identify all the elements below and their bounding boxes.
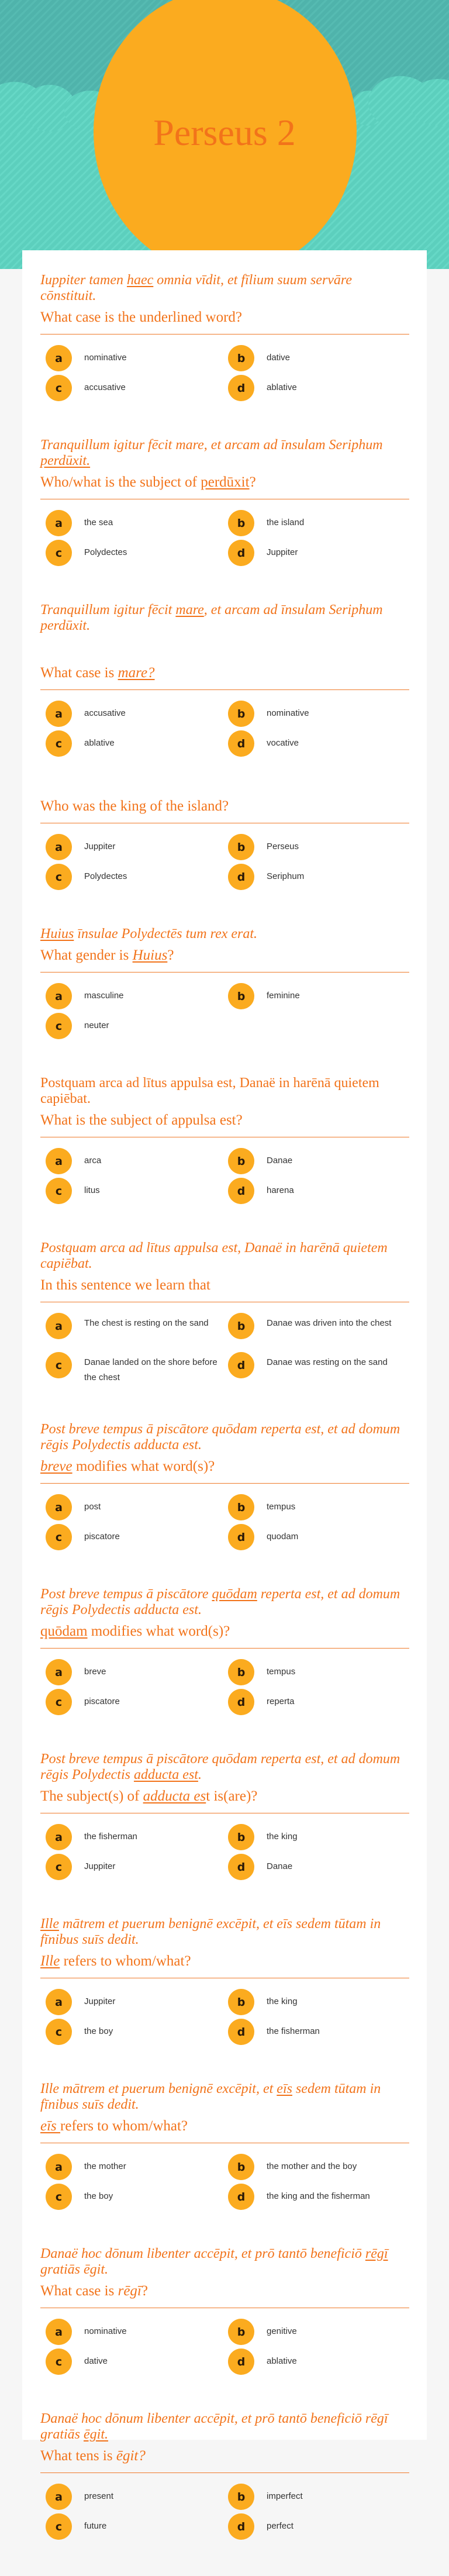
answer-option-label: The chest is resting on the sand (84, 1318, 209, 1328)
question-text (40, 1458, 409, 1475)
question-text (40, 1112, 409, 1129)
latin-sentence (40, 2411, 409, 2443)
underlined-word: quōdam (212, 1587, 257, 1602)
latin-sentence (40, 1587, 409, 1618)
answer-option-label: Juppiter (84, 1996, 116, 2006)
option-letter-badge: d (228, 1352, 254, 1378)
latin-sentence (40, 1075, 409, 1107)
text-segment: What case is the underlined word? (40, 309, 243, 325)
latin-sentence (40, 926, 409, 942)
answer-option-b[interactable] (223, 1824, 410, 1850)
text-segment: Tranquillum igitur fēcit (40, 602, 176, 618)
option-letter-badge: b (228, 510, 254, 536)
option-letter-badge: a (46, 345, 72, 371)
text-segment: rēgī (118, 2283, 141, 2299)
answer-option-b[interactable] (223, 1989, 410, 2015)
answer-option-d[interactable] (223, 730, 410, 757)
header-banner (0, 0, 449, 269)
option-letter-badge: c (46, 375, 72, 401)
answer-option-label: future (84, 2521, 107, 2531)
page-title: Perseus 2 (153, 112, 296, 153)
option-letter-badge: c (46, 540, 72, 566)
answer-option-a[interactable] (40, 510, 223, 536)
answer-option-label: the mother (84, 2161, 126, 2171)
answer-option-label: nominative (84, 2326, 127, 2336)
text-segment: Postquam arca ad lītus appulsa est, Danaë in harēnā quietem capiēbat. (40, 1075, 379, 1106)
answer-option-a[interactable] (40, 1989, 223, 2015)
answer-option-a[interactable] (40, 1659, 223, 1685)
question-text (40, 309, 409, 326)
answer-option-b[interactable] (223, 1494, 410, 1520)
option-letter-badge: d (228, 375, 254, 401)
option-letter-badge: c (46, 1178, 72, 1204)
underlined-word: mare (175, 602, 204, 618)
question-text (40, 798, 409, 815)
answer-option-c[interactable] (40, 540, 223, 566)
answer-option-label: Danae was driven into the chest (267, 1318, 392, 1328)
answer-option-label: Polydectes (84, 547, 127, 557)
answer-option-label: ablative (267, 2356, 297, 2366)
answer-option-d[interactable] (223, 2513, 410, 2540)
answer-option-c[interactable] (40, 2019, 223, 2045)
quiz-card (22, 250, 427, 2533)
question-block (40, 798, 409, 926)
option-letter-badge: d (228, 1524, 254, 1550)
text-segment: Danaë hoc dōnum libenter accēpit, et prō tantō beneficiō (40, 2246, 365, 2261)
latin-sentence (40, 2246, 409, 2278)
text-segment: Ille mātrem et puerum benignē excēpit, et (40, 2081, 277, 2096)
answer-option-label: the sea (84, 518, 113, 527)
answer-option-d[interactable] (223, 864, 410, 890)
answer-option-d[interactable] (223, 1178, 410, 1204)
answer-options (40, 1313, 409, 1385)
option-letter-badge: b (228, 701, 254, 727)
underlined-word: Ille (40, 1916, 59, 1932)
option-letter-badge: a (46, 1494, 72, 1520)
text-segment: mātrem et puerum benignē excēpit, et eīs sedem tūtam in fīnibus suīs dedit. (40, 1916, 381, 1947)
text-segment: ? (167, 947, 174, 963)
answer-option-c[interactable] (40, 375, 223, 401)
option-letter-badge: c (46, 1689, 72, 1715)
question-block (40, 926, 409, 1075)
option-letter-badge: a (46, 701, 72, 727)
latin-sentence (40, 1240, 409, 1272)
answer-option-label: Danae landed on the shore before the chest (84, 1357, 217, 1382)
question-block (40, 1422, 409, 1587)
question-block (40, 2411, 409, 2576)
text-segment: refers to whom/what? (60, 2118, 188, 2134)
answer-options (40, 1659, 409, 1715)
underlined-word: Ille (40, 1953, 60, 1969)
answer-options (40, 2484, 409, 2540)
answer-option-label: the boy (84, 2191, 113, 2201)
underlined-word: perdūxit. (40, 453, 91, 468)
question-block (40, 1587, 409, 1751)
option-letter-badge: b (228, 1989, 254, 2015)
answer-option-b[interactable] (223, 834, 410, 860)
option-letter-badge: b (228, 1494, 254, 1520)
answer-options (40, 510, 409, 566)
text-segment: sedem tūtam in fīnibus suīs dedit. (40, 2081, 381, 2112)
option-letter-badge: c (46, 730, 72, 757)
answer-option-a[interactable] (40, 701, 223, 727)
answer-option-b[interactable] (223, 2154, 410, 2180)
text-segment: ? (249, 474, 256, 490)
answer-option-label: tempus (267, 1667, 296, 1677)
answer-options (40, 345, 409, 401)
answer-option-label: accusative (84, 382, 126, 392)
divider (40, 1648, 409, 1649)
answer-option-a[interactable] (40, 345, 223, 371)
option-letter-badge: b (228, 1148, 254, 1174)
answer-option-c[interactable] (40, 1178, 223, 1204)
answer-option-label: the island (267, 518, 305, 527)
divider (40, 689, 409, 690)
option-letter-badge: c (46, 1854, 72, 1880)
answer-option-label: the fisherman (267, 2026, 320, 2036)
latin-sentence (40, 437, 409, 469)
option-letter-badge: b (228, 2484, 254, 2510)
option-letter-badge: c (46, 864, 72, 890)
answer-option-c[interactable] (40, 2184, 223, 2210)
answer-option-a[interactable] (40, 983, 223, 1009)
underlined-word: Huius (132, 947, 168, 963)
question-text (40, 1788, 409, 1805)
text-segment: What gender is (40, 947, 133, 963)
option-letter-badge: c (46, 1524, 72, 1550)
answer-option-label: litus (84, 1185, 100, 1195)
underlined-word: perdūxit (201, 474, 250, 490)
answer-option-label: Danae (267, 1861, 293, 1871)
answer-option-a[interactable] (40, 1824, 223, 1850)
option-letter-badge: d (228, 1689, 254, 1715)
answer-option-b[interactable] (223, 701, 410, 727)
underlined-word: adducta est (133, 1767, 198, 1782)
text-segment: reperta est, et ad domum rēgis Polydectis adducta est. (40, 1587, 400, 1618)
answer-option-d[interactable] (223, 1352, 410, 1385)
text-segment: Post breve tempus ā piscātore (40, 1587, 212, 1602)
question-text (40, 2447, 409, 2465)
question-text (40, 1953, 409, 1970)
spacer (40, 634, 409, 660)
underlined-word: quōdam (40, 1623, 88, 1639)
answer-option-label: tempus (267, 1502, 296, 1512)
answer-option-c[interactable] (40, 1689, 223, 1715)
option-letter-badge: d (228, 540, 254, 566)
option-letter-badge: b (228, 2319, 254, 2345)
latin-sentence (40, 602, 409, 634)
answer-option-a[interactable] (40, 2154, 223, 2180)
option-letter-badge: d (228, 2019, 254, 2045)
latin-sentence (40, 1916, 409, 1948)
question-text (40, 474, 409, 491)
answer-option-d[interactable] (223, 375, 410, 401)
answer-option-label: the mother and the boy (267, 2161, 357, 2171)
answer-option-label: Danae (267, 1156, 293, 1165)
question-text (40, 1277, 409, 1294)
answer-options (40, 1824, 409, 1880)
question-block (40, 2246, 409, 2411)
option-letter-badge: c (46, 1013, 72, 1039)
text-segment: refers to whom/what? (60, 1953, 191, 1969)
divider (40, 972, 409, 973)
question-text (40, 1623, 409, 1640)
answer-option-label: dative (267, 353, 291, 363)
answer-options (40, 1494, 409, 1550)
underlined-word: mare? (118, 665, 155, 681)
answer-option-label: Danae was resting on the sand (267, 1357, 388, 1367)
answer-option-b[interactable] (223, 510, 410, 536)
answer-option-b[interactable] (223, 1659, 410, 1685)
option-letter-badge: d (228, 1854, 254, 1880)
answer-option-label: nominative (84, 353, 127, 363)
underlined-word: ēgit. (84, 2427, 109, 2442)
question-block (40, 437, 409, 602)
text-segment: The subject(s) of (40, 1788, 143, 1804)
answer-option-a[interactable] (40, 1494, 223, 1520)
text-segment: īnsulae Polydectēs tum rex erat. (74, 926, 258, 942)
answer-option-a[interactable] (40, 2319, 223, 2345)
underlined-word: Huius (40, 926, 74, 942)
answer-options (40, 701, 409, 757)
latin-sentence (40, 2081, 409, 2113)
underlined-word: eīs (40, 2118, 61, 2134)
divider (40, 1483, 409, 1484)
answer-option-label: Juppiter (267, 547, 298, 557)
option-letter-badge: a (46, 2319, 72, 2345)
answer-option-label: neuter (84, 1020, 109, 1030)
answer-option-d[interactable] (223, 540, 410, 566)
answer-option-label: feminine (267, 991, 300, 1001)
answer-option-a[interactable] (40, 1148, 223, 1174)
question-text (40, 947, 409, 964)
answer-option-label: breve (84, 1667, 106, 1677)
text-segment: Who was the king of the island? (40, 798, 229, 814)
answer-option-label: dative (84, 2356, 108, 2366)
answer-option-label: the king (267, 1996, 298, 2006)
underlined-word: breve (40, 1458, 72, 1474)
text-segment: What case is (40, 665, 118, 681)
answer-option-label: the king (267, 1832, 298, 1842)
option-letter-badge: d (228, 2184, 254, 2210)
answer-option-d[interactable] (223, 1689, 410, 1715)
answer-option-label: post (84, 1502, 101, 1512)
answer-option-label: the boy (84, 2026, 113, 2036)
answer-option-c[interactable] (40, 2349, 223, 2375)
answer-option-label: imperfect (267, 2491, 303, 2501)
answer-option-c[interactable] (40, 1854, 223, 1880)
answer-option-label: vocative (267, 738, 299, 748)
answer-option-b[interactable] (223, 2319, 410, 2345)
underlined-word: rēgī (365, 2246, 388, 2261)
answer-option-c[interactable] (40, 730, 223, 757)
option-letter-badge: d (228, 2349, 254, 2375)
text-segment: gratiās ēgit. (40, 2262, 109, 2277)
option-letter-badge: c (46, 2349, 72, 2375)
answer-option-a[interactable] (40, 834, 223, 860)
option-letter-badge: a (46, 2154, 72, 2180)
answer-option-label: ablative (267, 382, 297, 392)
latin-sentence (40, 273, 409, 304)
text-segment: Danaë hoc dōnum libenter accēpit, et prō tantō beneficiō rēgī gratiās (40, 2411, 388, 2442)
question-block (40, 1751, 409, 1916)
answer-option-label: harena (267, 1185, 294, 1195)
option-letter-badge: a (46, 510, 72, 536)
answer-option-c[interactable] (40, 864, 223, 890)
option-letter-badge: b (228, 2154, 254, 2180)
text-segment: Post breve tempus ā piscātore quōdam reperta est, et ad domum rēgis Polydectis adducta est. (40, 1422, 400, 1453)
text-segment: What tens is (40, 2448, 116, 2464)
answer-option-c[interactable] (40, 2513, 223, 2540)
answer-option-b[interactable] (223, 983, 410, 1009)
option-letter-badge: c (46, 2019, 72, 2045)
answer-option-label: nominative (267, 708, 309, 718)
latin-sentence (40, 1422, 409, 1453)
answer-option-label: Seriphum (267, 871, 305, 881)
answer-option-c[interactable] (40, 1352, 223, 1385)
answer-option-label: arca (84, 1156, 102, 1165)
option-letter-badge: d (228, 2513, 254, 2540)
answer-option-d[interactable] (223, 2184, 410, 2210)
answer-option-d[interactable] (223, 1524, 410, 1550)
question-block (40, 273, 409, 437)
answer-options (40, 2154, 409, 2210)
text-segment: t is(are)? (206, 1788, 258, 1804)
answer-option-label: reperta (267, 1696, 295, 1706)
option-letter-badge: a (46, 1313, 72, 1339)
answer-option-label: ablative (84, 738, 115, 748)
option-letter-badge: c (46, 2184, 72, 2210)
text-segment: In this sentence we learn that (40, 1277, 210, 1293)
option-letter-badge: a (46, 2484, 72, 2510)
answer-option-label: quodam (267, 1532, 299, 1542)
text-segment: , et arcam ad īnsulam Seriphum perdūxit. (40, 602, 383, 633)
answer-options (40, 983, 409, 1039)
option-letter-badge: a (46, 834, 72, 860)
text-segment: omnia vīdit, et fīlium suum servāre cōnstituit. (40, 273, 353, 304)
answer-option-label: Juppiter (84, 842, 116, 851)
question-block (40, 2081, 409, 2246)
question-text (40, 2282, 409, 2300)
option-letter-badge: b (228, 1824, 254, 1850)
option-letter-badge: c (46, 2513, 72, 2540)
answer-options (40, 2319, 409, 2375)
answer-option-label: masculine (84, 991, 124, 1001)
question-block (40, 602, 409, 793)
text-segment: . (198, 1767, 202, 1782)
option-letter-badge: d (228, 864, 254, 890)
option-letter-badge: a (46, 1989, 72, 2015)
option-letter-badge: b (228, 1659, 254, 1685)
text-segment: ? (141, 2283, 148, 2299)
text-segment: What case is (40, 2283, 118, 2299)
answer-option-label: genitive (267, 2326, 297, 2336)
underlined-word: haec (126, 273, 154, 288)
option-letter-badge: d (228, 1178, 254, 1204)
answer-option-label: piscatore (84, 1532, 120, 1542)
option-letter-badge: b (228, 1313, 254, 1339)
option-letter-badge: a (46, 1659, 72, 1685)
answer-option-a[interactable] (40, 1313, 223, 1339)
answer-option-d[interactable] (223, 2019, 410, 2045)
answer-option-b[interactable] (223, 1148, 410, 1174)
question-block (40, 1916, 409, 2081)
answer-option-c[interactable] (40, 1013, 223, 1039)
answer-option-label: present (84, 2491, 114, 2501)
underlined-word: eīs (277, 2081, 292, 2096)
option-letter-badge: b (228, 983, 254, 1009)
answer-option-b[interactable] (223, 1313, 410, 1339)
answer-option-label: piscatore (84, 1696, 120, 1706)
answer-option-c[interactable] (40, 1524, 223, 1550)
answer-option-label: Perseus (267, 842, 299, 851)
answer-option-d[interactable] (223, 1854, 410, 1880)
text-segment: Tranquillum igitur fēcit mare, et arcam ad īnsulam Seriphum (40, 437, 383, 453)
question-list (22, 250, 427, 2576)
option-letter-badge: a (46, 1148, 72, 1174)
latin-sentence (40, 1751, 409, 1783)
option-letter-badge: c (46, 1352, 72, 1378)
text-segment: modifies what word(s)? (72, 1458, 215, 1474)
option-letter-badge: a (46, 1824, 72, 1850)
answer-options (40, 1989, 409, 2045)
answer-option-b[interactable] (223, 2484, 410, 2510)
answer-option-label: the fisherman (84, 1832, 137, 1842)
question-text (40, 664, 409, 682)
question-block (40, 1240, 409, 1422)
option-letter-badge: b (228, 834, 254, 860)
text-segment: modifies what word(s)? (87, 1623, 230, 1639)
text-segment: Who/what is the subject of (40, 474, 201, 490)
answer-option-label: Juppiter (84, 1861, 116, 1871)
answer-option-label: Polydectes (84, 871, 127, 881)
option-letter-badge: a (46, 983, 72, 1009)
answer-option-label: accusative (84, 708, 126, 718)
text-segment: Post breve tempus ā piscātore quōdam reperta est, et ad domum rēgis Polydectis (40, 1751, 400, 1782)
answer-option-b[interactable] (223, 345, 410, 371)
option-letter-badge: d (228, 730, 254, 757)
question-block (40, 1075, 409, 1240)
answer-option-label: perfect (267, 2521, 293, 2531)
text-segment: Postquam arca ad lītus appulsa est, Danaë in harēnā quietem capiēbat. (40, 1240, 388, 1271)
text-segment: What is the subject of appulsa est? (40, 1112, 243, 1128)
answer-option-d[interactable] (223, 2349, 410, 2375)
divider (40, 2472, 409, 2473)
option-letter-badge: b (228, 345, 254, 371)
text-segment: ēgit? (116, 2448, 146, 2464)
question-text (40, 2118, 409, 2135)
answer-options (40, 834, 409, 890)
answer-option-a[interactable] (40, 2484, 223, 2510)
underlined-word: adducta es (143, 1788, 206, 1804)
answer-options (40, 1148, 409, 1204)
answer-option-label: the king and the fisherman (267, 2191, 370, 2201)
text-segment: Iuppiter tamen (40, 273, 127, 288)
